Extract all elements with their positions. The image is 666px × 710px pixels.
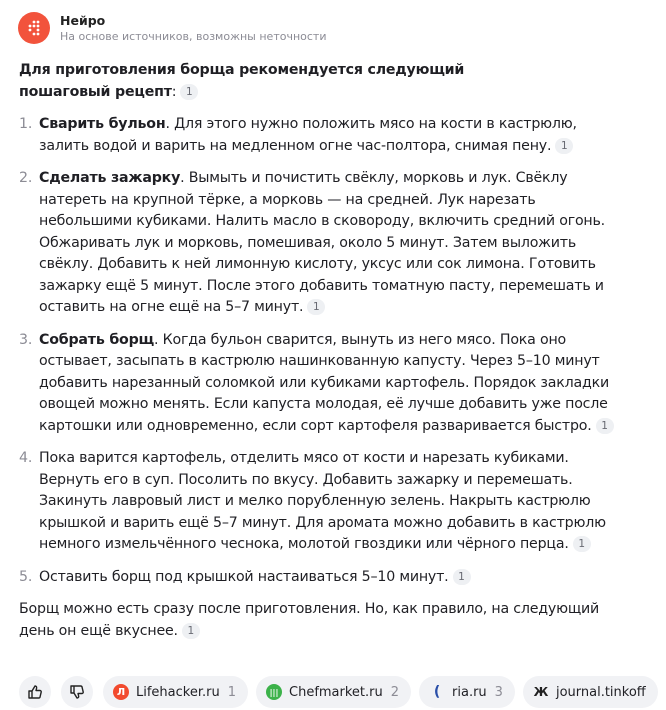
source-chip-tinkoff-journal[interactable]: Ж journal.tinkoff (523, 676, 658, 708)
footer-bar (0, 670, 646, 710)
list-item: 5. Оставить борщ под крышкой настаиваться 5–10 минут. 1 (19, 567, 625, 589)
source-chip-ria[interactable]: ( ria.ru 3 (419, 676, 515, 708)
header (18, 12, 326, 44)
source-ref-badge[interactable]: 1 (573, 536, 591, 552)
source-ref-badge[interactable]: 1 (453, 569, 471, 585)
list-item: 4. Пока варится картофель, отделить мясо от кости и нарезать кубиками. Вернуть его в суп. Посолить по вкусу. Добавить зажарку и перемешать. Закинуть лавровый лист и мелко порубленную зелень. Накрыть кастрюлю крышкой и варить ещё 5–7 минут. Для аромата можно добавить в кастрюлю немного измельчённого чеснока, молотой гвоздики или чёрного перца. 1 (19, 450, 606, 552)
list-item: 3. Собрать борщ. Когда бульон сварится, вынуть из него мясо. Пока оно остывает, засыпать в кастрюлю нашинкованную капусту. Через 5–10 минут добавить нарезанный соломкой или кубиками картофель. Порядок закладки овощей можно менять. Если капуста молодая, её лучше добавить уже после картошки или одновременно, если сорт картофеля разваривается быстро. 1 (19, 330, 625, 438)
app-title: Нейро (60, 13, 106, 28)
source-ref-badge[interactable]: 1 (555, 138, 573, 154)
list-item: 1. Сварить бульон. Для этого нужно положить мясо на кости в кастрюлю, залить водой и варить на медленном огне час-полтора, снимая пену. 1 (19, 116, 577, 154)
tinkoff-journal-logo-icon: Ж (533, 685, 549, 699)
source-ref-badge[interactable]: 1 (596, 418, 614, 434)
source-chip-chefmarket[interactable]: ||| Chefmarket.ru 2 (256, 676, 411, 708)
ria-logo-icon: ( (433, 684, 441, 700)
thumbs-down-icon (69, 684, 85, 700)
list-item: 2. Сделать зажарку. Вымыть и почистить свёклу, морковь и лук. Свёклу натереть на крупной тёрке, а морковь — на средней. Лук нарезать небольшими кубиками. Налить масло в сковороду, включить средний огонь. Обжаривать лук и морковь, помешивая, около 5 минут. Затем выложить свёклу. Добавить к ней лимонную кислоту, уксус или сок лимона. Готовить зажарку ещё 5 минут. После этого добавить томатную пасту, перемешать и оставить на огне ещё на 5–7 минут. 1 (19, 170, 605, 315)
source-ref-badge[interactable]: 1 (180, 84, 198, 100)
answer-conclusion: Борщ можно есть сразу после приготовления. Но, как правило, на следующий день он ещё вкуснее. 1 (19, 601, 600, 639)
source-chip-lifehacker[interactable]: Л Lifehacker.ru 1 (103, 676, 248, 708)
source-ref-badge[interactable]: 1 (182, 623, 200, 639)
answer-intro: Для приготовления борща рекомендуется следующий пошаговый рецепт: 1 (19, 62, 465, 100)
lifehacker-logo-icon: Л (113, 684, 129, 700)
answer-content (19, 60, 619, 642)
dislike-button[interactable] (61, 676, 93, 708)
chefmarket-logo-icon: ||| (266, 684, 282, 700)
app-subtitle: На основе источников, возможны неточности (60, 30, 327, 43)
thumbs-up-icon (27, 684, 43, 700)
source-ref-badge[interactable]: 1 (307, 299, 325, 315)
neuro-logo-icon (18, 12, 50, 44)
steps-list (19, 114, 619, 588)
like-button[interactable] (19, 676, 51, 708)
